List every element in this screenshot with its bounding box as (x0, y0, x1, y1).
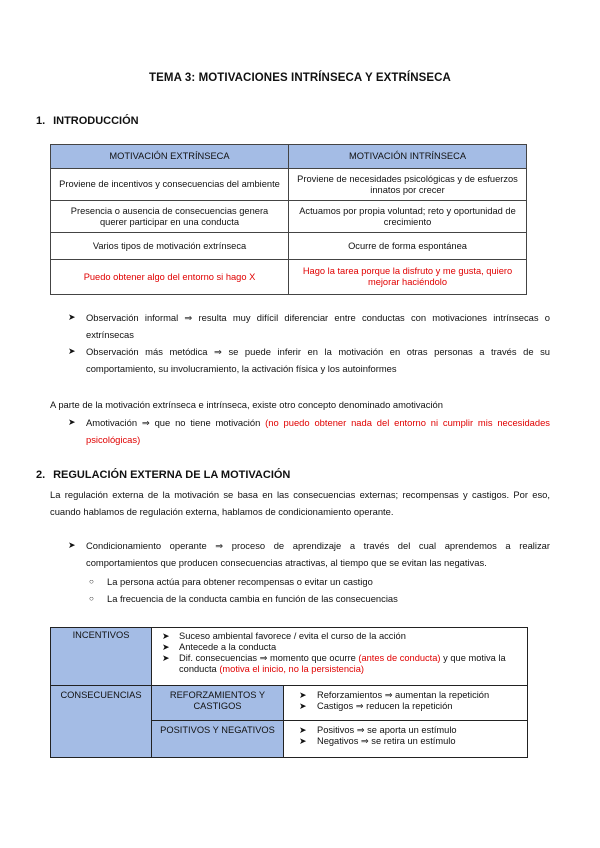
reforzamientos-label: REFORZAMIENTOS Y CASTIGOS (152, 686, 284, 721)
section-2-number: 2. (36, 469, 46, 481)
table-row (51, 233, 527, 260)
amotivation-intro: A parte de la motivación extrínseca e intrínseca, existe otro concepto denominado amotivación (50, 399, 443, 410)
section-1-number: 1. (36, 115, 46, 127)
list-item-text: Observación informal ⇒ resulta muy difícil diferenciar entre conductas con motivaciones intrínsecas o extrínsecas (86, 312, 550, 340)
list-item-text: Dif. consecuencias ⇒ momento que ocurre (179, 653, 359, 663)
list-item-text: Positivos ⇒ se aporta un estímulo (317, 725, 457, 735)
arrow-bullet-icon: ➤ (68, 312, 76, 322)
arrow-bullet-icon: ➤ (299, 736, 307, 746)
list-item (50, 573, 550, 590)
circle-bullet-icon: ○ (89, 577, 94, 586)
section-2-paragraph: La regulación externa de la motivación se basa en las consecuencias externas; recompensas y castigos. Por eso, cuando hablamos de regulación externa, hablamos de condicionamiento operante. (50, 489, 550, 517)
table-row (51, 260, 527, 295)
list-item (157, 642, 522, 653)
incentives-consequences-table (50, 627, 528, 758)
table-row (51, 686, 528, 721)
arrow-bullet-icon: ➤ (162, 631, 170, 641)
reforzamientos-content (284, 686, 528, 721)
list-item (50, 590, 550, 607)
list-item (157, 653, 522, 675)
arrow-bullet-icon: ➤ (68, 417, 76, 427)
list-item-highlight: (antes de conducta) (358, 653, 441, 663)
table-row (51, 628, 528, 686)
list-item (50, 414, 550, 448)
table-cell-example: Hago la tarea porque la disfruto y me gusta, quiero mejorar haciéndolo (289, 260, 527, 295)
arrow-bullet-icon: ➤ (299, 690, 307, 700)
section-1-heading (36, 115, 139, 127)
table-cell: Presencia o ausencia de consecuencias genera querer participar en una conducta (51, 201, 289, 233)
list-item-text: Negativos ⇒ se retira un estímulo (317, 736, 456, 746)
observation-bullet-list (50, 309, 550, 377)
list-item (289, 736, 522, 747)
motivation-comparison-table (50, 144, 527, 295)
table-cell-example: Puedo obtener algo del entorno si hago X (51, 260, 289, 295)
list-item-text: Observación más metódica ⇒ se puede inferir en la motivación en otras personas a través de su comportamiento, su involucramiento, la activación física y los autoinformes (86, 346, 550, 374)
section-1-title: INTRODUCCIÓN (53, 115, 139, 127)
header-extrinsic: MOTIVACIÓN EXTRÍNSECA (51, 145, 289, 169)
list-item-highlight: (no puedo obtener nada del entorno ni cumplir mis necesidades psicológicas) (86, 417, 550, 445)
conditioning-sub-list (50, 573, 550, 607)
arrow-bullet-icon: ➤ (68, 540, 76, 550)
list-item-text: Amotivación ⇒ que no tiene motivación (86, 417, 266, 428)
table-header-row (51, 145, 527, 169)
positivos-content (284, 721, 528, 758)
section-2-title: REGULACIÓN EXTERNA DE LA MOTIVACIÓN (53, 469, 291, 481)
section-2-heading (36, 469, 290, 481)
list-item (50, 309, 550, 343)
conditioning-bullet-list (50, 537, 550, 571)
header-intrinsic: MOTIVACIÓN INTRÍNSECA (289, 145, 527, 169)
list-item (289, 701, 522, 712)
arrow-bullet-icon: ➤ (299, 701, 307, 711)
circle-bullet-icon: ○ (89, 594, 94, 603)
list-item (157, 631, 522, 642)
incentivos-label: INCENTIVOS (51, 628, 152, 686)
table-cell: Varios tipos de motivación extrínseca (51, 233, 289, 260)
arrow-bullet-icon: ➤ (299, 725, 307, 735)
list-item-text: Condicionamiento operante ⇒ proceso de aprendizaje a través del cual aprendemos a realizar comportamientos que producen consecuencias atractivas, al tiempo que se evitan las negativas. (86, 540, 550, 568)
table-cell: Actuamos por propia voluntad; reto y oportunidad de crecimiento (289, 201, 527, 233)
list-item-text: Castigos ⇒ reducen la repetición (317, 701, 453, 711)
list-item-highlight: (motiva el inicio, no la persistencia) (219, 664, 365, 674)
incentivos-content (152, 628, 528, 686)
list-item (289, 725, 522, 736)
table-cell: Proviene de incentivos y consecuencias del ambiente (51, 169, 289, 201)
arrow-bullet-icon: ➤ (68, 346, 76, 356)
arrow-bullet-icon: ➤ (162, 653, 170, 663)
list-item-text: La persona actúa para obtener recompensas o evitar un castigo (107, 576, 373, 587)
arrow-bullet-icon: ➤ (162, 642, 170, 652)
list-item-text: y que motiva la conducta (179, 653, 506, 674)
consecuencias-label: CONSECUENCIAS (51, 686, 152, 758)
list-item-text: Antecede a la conducta (179, 642, 277, 652)
document-title: TEMA 3: MOTIVACIONES INTRÍNSECA Y EXTRÍNSECA (149, 72, 451, 84)
amotivation-bullet-list (50, 414, 550, 448)
list-item (50, 537, 550, 571)
table-cell: Ocurre de forma espontánea (289, 233, 527, 260)
table-row (51, 201, 527, 233)
list-item-text: Reforzamientos ⇒ aumentan la repetición (317, 690, 490, 700)
list-item (289, 690, 522, 701)
list-item-text: Suceso ambiental favorece / evita el curso de la acción (179, 631, 406, 641)
list-item-text: La frecuencia de la conducta cambia en función de las consecuencias (107, 593, 398, 604)
table-row (51, 169, 527, 201)
table-cell: Proviene de necesidades psicológicas y de esfuerzos innatos por crecer (289, 169, 527, 201)
positivos-label: POSITIVOS Y NEGATIVOS (152, 721, 284, 758)
list-item (50, 343, 550, 377)
